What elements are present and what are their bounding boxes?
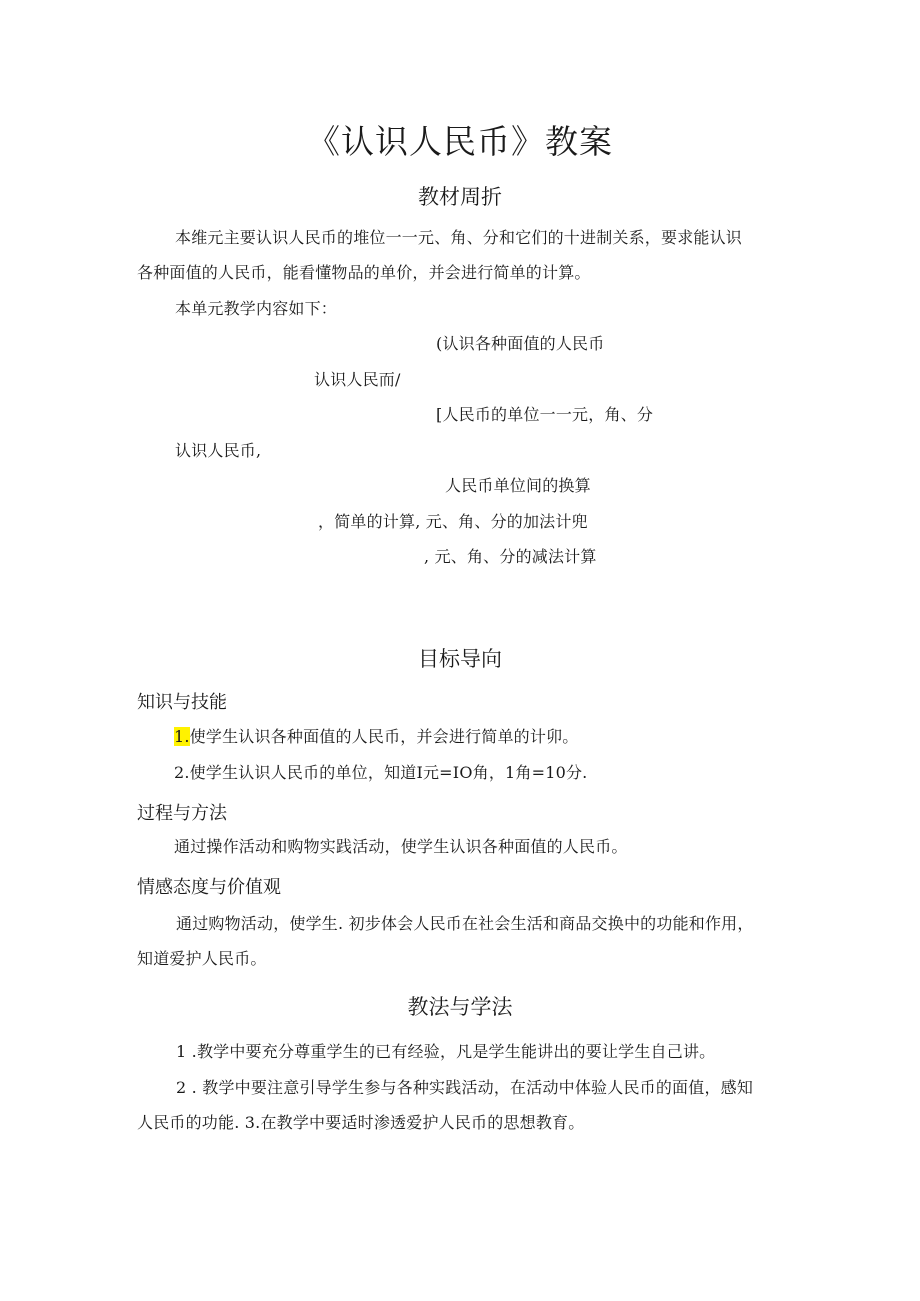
outline-item: ，简单的计算, 元、角、分的加法计兜	[318, 512, 588, 531]
method-item: 人民币的功能. 3.在教学中要适时渗透爱护人民币的思想教育。	[137, 1113, 585, 1132]
outline-item: 认识人民而/	[314, 370, 401, 389]
outline-item: 人民币单位间的换算	[445, 476, 591, 495]
subheading-attitude: 情感态度与价值观	[137, 877, 281, 898]
goal-item: 2.使学生认识人民币的单位，知道I元=IO角，1角=10分.	[174, 763, 588, 782]
method-item: 1 .教学中要充分尊重学生的已有经验，凡是学生能讲出的要让学生自己讲。	[176, 1042, 716, 1061]
outline-item: [人民币的单位一一元，角、分	[436, 405, 654, 424]
method-item: 2 . 教学中要注意引导学生参与各种实践活动，在活动中体验人民币的面值，感知	[176, 1078, 754, 1097]
outline-item: 认识人民币,	[175, 441, 262, 460]
paragraph-line: 通过购物活动，使学生. 初步体会人民币在社会生活和商品交换中的功能和作用，	[176, 914, 754, 933]
goal-item	[174, 724, 578, 747]
paragraph-line: 知道爱护人民币。	[137, 949, 267, 968]
goal-item-text: 使学生认识各种面值的人民币，并会进行简单的计卯。	[189, 727, 579, 746]
outline-item: , 元、角、分的减法计算	[424, 547, 597, 566]
document-title: 《认识人民币》教案	[307, 122, 613, 161]
outline-item: (认识各种面值的人民币	[436, 334, 605, 353]
subheading-process: 过程与方法	[137, 803, 227, 824]
paragraph: 本单元教学内容如下：	[175, 299, 338, 318]
paragraph-line: 各种面值的人民币，能看懂物品的单价，并会进行简单的计算。	[137, 263, 591, 282]
subheading-knowledge: 知识与技能	[137, 692, 227, 713]
section-heading-materials: 教材周折	[418, 185, 502, 209]
paragraph: 通过操作活动和购物实践活动，使学生认识各种面值的人民币。	[174, 837, 628, 856]
highlight-mark: 1.	[174, 727, 190, 746]
section-heading-methods: 教法与学法	[407, 995, 513, 1019]
section-heading-goals: 目标导向	[418, 647, 502, 671]
paragraph-line: 本维元主要认识人民币的堆位一一元、角、分和它们的十进制关系，要求能认识	[175, 228, 743, 247]
